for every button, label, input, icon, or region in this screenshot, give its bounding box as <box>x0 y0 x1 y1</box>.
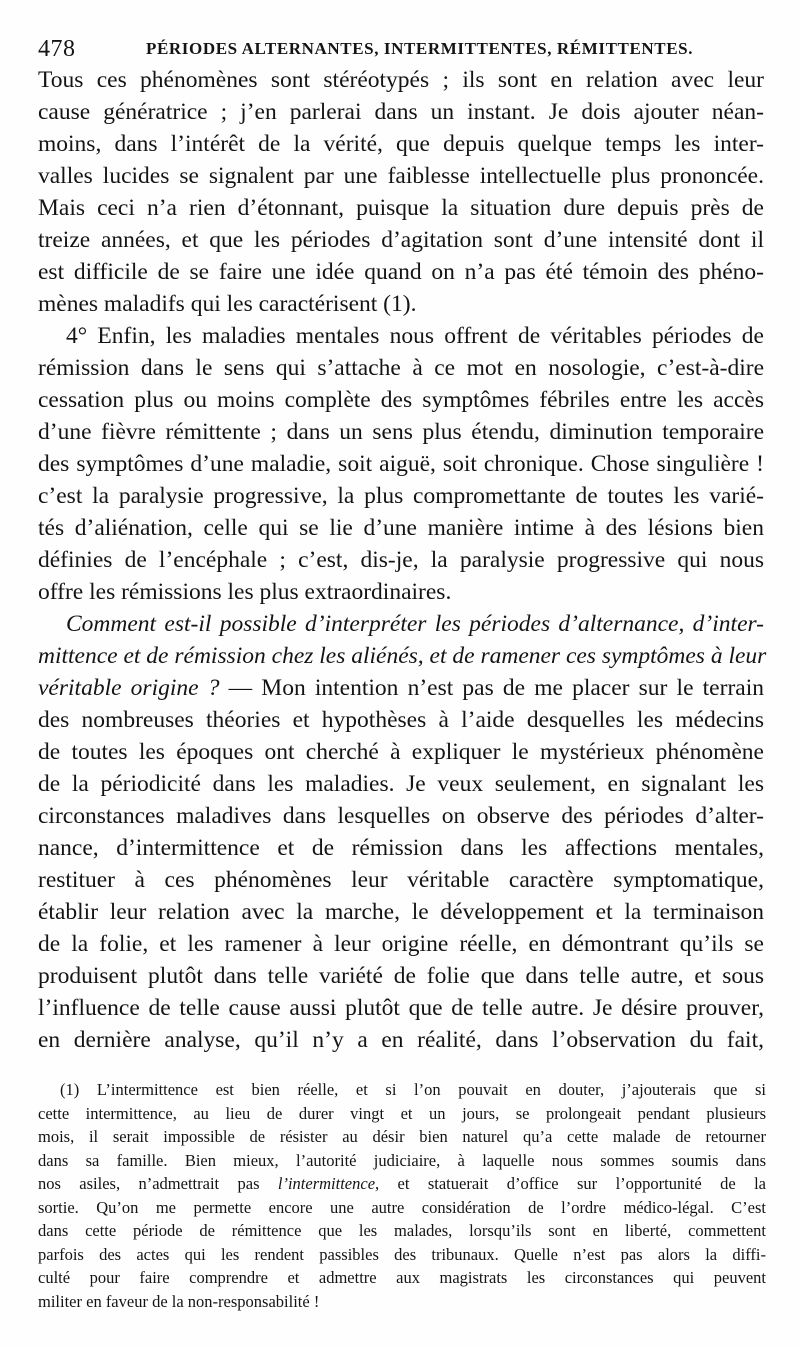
text-line: de la folie, et les ramener à leur origine réelle, en démontrant qu’ils se <box>38 931 764 957</box>
text-line: offre les rémissions les plus extraordinaires. <box>38 579 452 605</box>
text-line: des symptômes d’une maladie, soit aiguë, soit chronique. Chose singulière ! <box>38 451 764 477</box>
text-line: produisent plutôt dans telle variété de folie que dans telle autre, et sous <box>38 963 764 989</box>
text-line <box>38 608 764 640</box>
text-run: — Mon intention n’est pas de me placer sur le terrain <box>219 675 764 701</box>
text-line <box>38 672 764 704</box>
text-line: 4° Enfin, les maladies mentales nous offrent de véritables périodes de <box>66 323 764 349</box>
footnote-line: culté pour faire comprendre et admettre aux magistrats les circonstances qui peuvent <box>38 1268 766 1287</box>
text-line: moins, dans l’intérêt de la vérité, que depuis quelque temps les inter- <box>38 131 764 157</box>
footnote-line: parfois des actes qui les rendent passibles des tribunaux. Quelle n’est pas alors la diffi- <box>38 1244 766 1264</box>
italic-question: Comment est-il possible d’interpréter les périodes d’alternance, d’inter- <box>66 611 764 637</box>
page-number: 478 <box>38 36 76 62</box>
main-text <box>38 64 767 1056</box>
text-line: restituer à ces phénomènes leur véritable caractère symptomatique, <box>38 867 764 893</box>
text-line: mènes maladifs qui les caractérisent (1). <box>38 291 417 317</box>
italic-term: l’intermittence <box>277 1174 376 1193</box>
text-line: rémission dans le sens qui s’attache à ce mot en nosologie, c’est-à-dire <box>38 355 764 381</box>
text-line: cause génératrice ; j’en parlerai dans un instant. Je dois ajouter néan- <box>38 99 764 125</box>
text-line: définies de l’encéphale ; c’est, dis-je, la paralysie progressive qui nous <box>38 547 764 573</box>
text-line: de la périodicité dans les maladies. Je veux seulement, en signalant les <box>38 771 764 797</box>
text-line <box>38 640 767 672</box>
footnote-line: (1) L’intermittence est bien réelle, et si l’on pouvait en douter, j’ajouterais que si <box>60 1080 766 1099</box>
text-run: nos asiles, n’admettrait pas <box>38 1174 278 1193</box>
text-line: cessation plus ou moins complète des symptômes fébriles entre les accès <box>38 387 764 413</box>
running-title: PÉRIODES ALTERNANTES, INTERMITTENTES, RÉMITTENTES. <box>146 39 694 58</box>
footnote-line: cette intermittence, au lieu de durer vingt et un jours, se prolongeait pendant plusieurs <box>38 1103 766 1123</box>
footnote-line: mois, il serait impossible de résister au désir bien naturel qu’a cette malade de retourner <box>38 1127 766 1146</box>
text-line: valles lucides se signalent par une faiblesse intellectuelle plus prononcée. <box>38 163 764 189</box>
italic-question: véritable origine ? <box>38 675 220 701</box>
text-run: , et statuerait d’office sur l’opportunité de la <box>375 1174 766 1193</box>
footnote <box>38 1078 766 1313</box>
text-line: circonstances maladives dans lesquelles on observe des périodes d’alter- <box>38 803 764 829</box>
text-line: treize années, et que les périodes d’agitation sont d’une intensité dont il <box>38 227 764 253</box>
footnote-line: sortie. Qu’on me permette encore une autre considération de l’ordre médico-légal. C’est <box>38 1197 766 1217</box>
text-line: tés d’aliénation, celle qui se lie d’une manière intime à des lésions bien <box>38 515 764 541</box>
text-line: Mais ceci n’a rien d’étonnant, puisque la situation dure depuis près de <box>38 195 764 221</box>
text-line: des nombreuses théories et hypothèses à l’aide desquelles les médecins <box>38 707 764 733</box>
text-line: l’influence de telle cause aussi plutôt que de telle autre. Je désire prouver, <box>38 995 764 1021</box>
text-line: Tous ces phénomènes sont stéréotypés ; ils sont en relation avec leur <box>38 67 764 93</box>
footnote-line: dans sa famille. Bien mieux, l’autorité judiciaire, à laquelle nous sommes soumis dans <box>38 1150 766 1170</box>
text-line: est difficile de se faire une idée quand on n’a pas été témoin des phéno- <box>38 259 764 285</box>
text-line: établir leur relation avec la marche, le développement et la terminaison <box>38 899 764 925</box>
text-line: nance, d’intermittence et de rémission dans les affections mentales, <box>38 835 764 861</box>
running-header <box>38 28 764 64</box>
footnote-line <box>38 1172 766 1196</box>
footnote-line: dans cette période de rémittence que les malades, lorsqu’ils sont en liberté, commettent <box>38 1221 766 1240</box>
text-line: en dernière analyse, qu’il n’y a en réalité, dans l’observation du fait, <box>38 1027 764 1053</box>
text-line: de toutes les époques ont cherché à expliquer le mystérieux phénomène <box>38 739 764 765</box>
text-line: d’une fièvre rémittente ; dans un sens plus étendu, diminution temporaire <box>38 419 764 445</box>
text-line: c’est la paralysie progressive, la plus compromettante de toutes les varié- <box>38 483 764 509</box>
italic-question: mittence et de rémission chez les aliénés, et de ramener ces symptômes à leur <box>38 643 767 669</box>
footnote-line: militer en faveur de la non-responsabilité ! <box>38 1291 320 1311</box>
